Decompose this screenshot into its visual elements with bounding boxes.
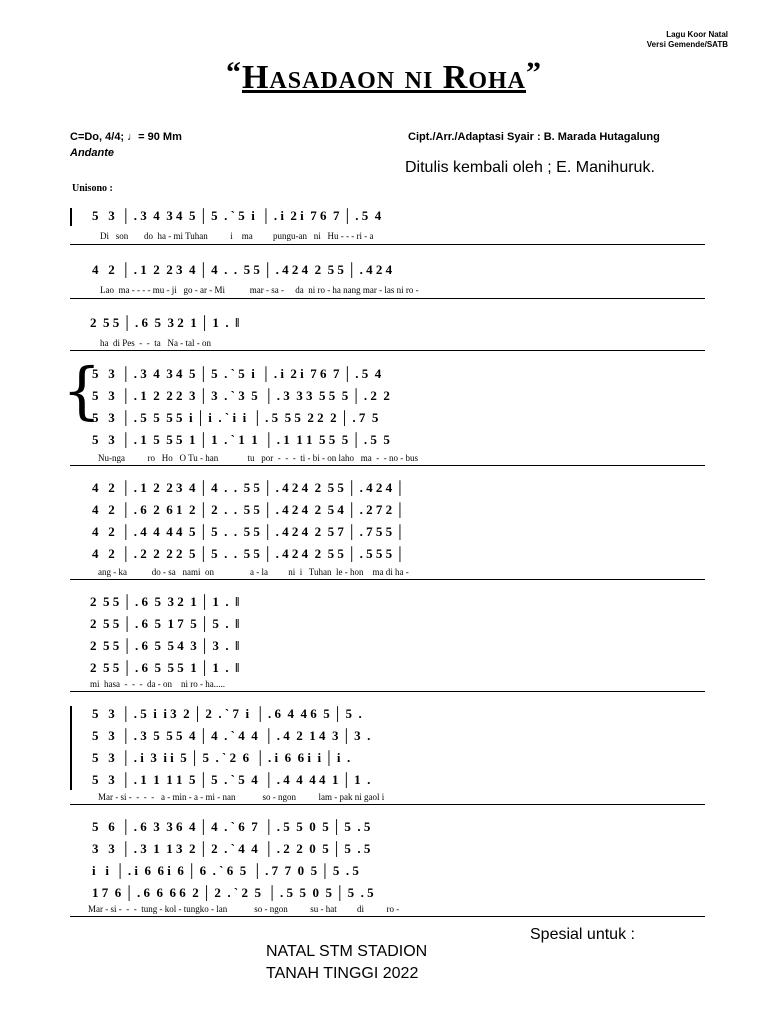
lyric-line: mi hasa - - - da - on ni ro - ha.....	[90, 679, 225, 689]
notation-row-soprano: 5 6 │ . 6 3 3 6 4 │ 4 . ` 6 7 │ . 5 5 0 5 │ 5 . 5	[92, 819, 371, 834]
lyric-line: ang - ka do - sa nami on a - la ni i Tuhan le - hon ma di ha -	[98, 567, 409, 577]
notation-row: 5 3 │ . 3 4 3 4 5 │ 5 . ` 5 i │ . i 2 i 7 6 7 │ . 5 4	[92, 208, 382, 223]
lyric-line: Mar - si - - - tung - kol - tungko - lan so - ngon su - hat di ro -	[88, 904, 400, 914]
system-start-bar	[70, 208, 72, 226]
lyric-line: Di son do ha - mi Tuhan i ma pungu-an ni Hu - - - ri - a	[100, 231, 374, 241]
notation-row-alto: 2 5 5 │ . 6 5 1 7 5 │ 5 . ‖	[90, 616, 240, 631]
notation-row-bass: 5 3 │ . 1 5 5 5 1 │ 1 . ` 1 1 │ . 1 1 1 5 5 5 │ . 5 5	[92, 432, 390, 447]
notation-row-tenor: 4 2 │ . 4 4 4 4 5 │ 5 . . 5 5 │ . 4 2 4 2 5 7 │ . 7 5 5 │	[92, 524, 405, 539]
notation-row-tenor: 2 5 5 │ . 6 5 5 4 3 │ 3 . ‖	[90, 638, 240, 653]
notation-row-soprano: 5 3 │ . 5 i i 3 2 │ 2 . ` 7 i │ . 6 4 4 6 5 │ 5 .	[92, 706, 362, 721]
notation-row: 4 2 │ . 1 2 2 3 4 │ 4 . . 5 5 │ . 4 2 4 2 5 5 │ . 4 2 4	[92, 262, 393, 277]
notation-row-soprano: 2 5 5 │ . 6 5 3 2 1 │ 1 . ‖	[90, 594, 240, 609]
system-rule	[70, 691, 705, 692]
notation-row-soprano: 5 3 │ . 3 4 3 4 5 │ 5 . ` 5 i │ . i 2 i 7 6 7 │ . 5 4	[92, 366, 382, 381]
system-rule	[70, 916, 705, 917]
lyric-line: Mar - si - - - - a - min - a - mi - nan so - ngon lam - pak ni gaol i	[98, 792, 385, 802]
composer-credit: Cipt./Arr./Adaptasi Syair : B. Marada Hutagalung	[408, 131, 660, 143]
notation-row-alto: 3 3 │ . 3 1 1 3 2 │ 2 . ` 4 4 │ . 2 2 0 5 │ 5 . 5	[92, 841, 371, 856]
event-name: NATAL STM STADION	[266, 943, 428, 960]
song-title	[0, 56, 768, 97]
special-for-label: Spesial untuk :	[530, 926, 635, 943]
lyric-line: ha di Pes - - ta Na - tal - on	[100, 338, 211, 348]
notation-row-bass: 1 7 6 │ . 6 6 6 6 2 │ 2 . ` 2 5 │ . 5 5 0 5 │ 5 . 5	[92, 885, 374, 900]
notation-row-bass: 5 3 │ . 1 1 1 1 5 │ 5 . ` 5 4 │ . 4 4 4 4 1 │ 1 .	[92, 772, 371, 787]
system-rule	[70, 465, 705, 466]
lyric-line: Lao ma - - - - mu - ji go - ar - Mi mar - sa - da ni ro - ha nang mar - las ni ro -	[100, 285, 419, 295]
notation-row-bass: 4 2 │ . 2 2 2 2 5 │ 5 . . 5 5 │ . 4 2 4 2 5 5 │ . 5 5 5 │	[92, 546, 405, 561]
system-start-bar	[70, 706, 72, 790]
section-label: Unisono :	[72, 183, 113, 194]
system-rule	[70, 579, 705, 580]
tempo-mark: Andante	[70, 147, 114, 159]
notation-row-alto: 4 2 │ . 6 2 6 1 2 │ 2 . . 5 5 │ . 4 2 4 2 5 4 │ . 2 7 2 │	[92, 502, 405, 517]
notation-row-tenor: 5 3 │ . i 3 i i 5 │ 5 . ` 2 6 │ . i 6 6 i i │ i .	[92, 750, 351, 765]
document-type-label	[647, 30, 728, 50]
rewritten-by: Ditulis kembali oleh ; E. Manihuruk.	[405, 159, 655, 176]
top-right-line-1: Lagu Koor Natal	[666, 30, 728, 39]
notation-row-soprano: 4 2 │ . 1 2 2 3 4 │ 4 . . 5 5 │ . 4 2 4 2 5 5 │ . 4 2 4 │	[92, 480, 405, 495]
event-location-year: TANAH TINGGI 2022	[266, 965, 419, 982]
system-rule	[70, 244, 705, 245]
voice-brace: {	[62, 354, 102, 427]
title-close-quote: ”	[526, 56, 542, 89]
title-open-quote: “	[225, 56, 242, 89]
notation-row-alto: 5 3 │ . 1 2 2 2 3 │ 3 . ` 3 5 │ . 3 3 3 5 5 5 │ . 2 2	[92, 388, 390, 403]
notation-row-bass: 2 5 5 │ . 6 5 5 5 1 │ 1 . ‖	[90, 660, 240, 675]
title-text: Hasadaon ni Roha	[241, 59, 526, 96]
top-right-line-2: Versi Gemende/SATB	[646, 40, 728, 49]
notation-row-tenor: 5 3 │ . 5 5 5 5 i │ i . ` i i │ . 5 5 5 2 2 2 │ . 7 5	[92, 410, 379, 425]
key-tempo: C=Do, 4/4; ♩= 90 Mm	[70, 131, 182, 143]
notation-row-tenor: i i │ . i 6 6 i 6 │ 6 . ` 6 5 │ . 7 7 0 5 │ 5 . 5	[92, 863, 359, 878]
notation-row-alto: 5 3 │ . 3 5 5 5 4 │ 4 . ` 4 4 │ . 4 2 1 4 3 │ 3 .	[92, 728, 371, 743]
system-rule	[70, 804, 705, 805]
system-rule	[70, 350, 705, 351]
notation-row: 2 5 5 │ . 6 5 3 2 1 │ 1 . ‖	[90, 315, 240, 330]
lyric-line: Nu-nga ro Ho O Tu - han tu por - - - ti - bi - on laho ma - - no - bus	[98, 453, 418, 463]
system-rule	[70, 298, 705, 299]
